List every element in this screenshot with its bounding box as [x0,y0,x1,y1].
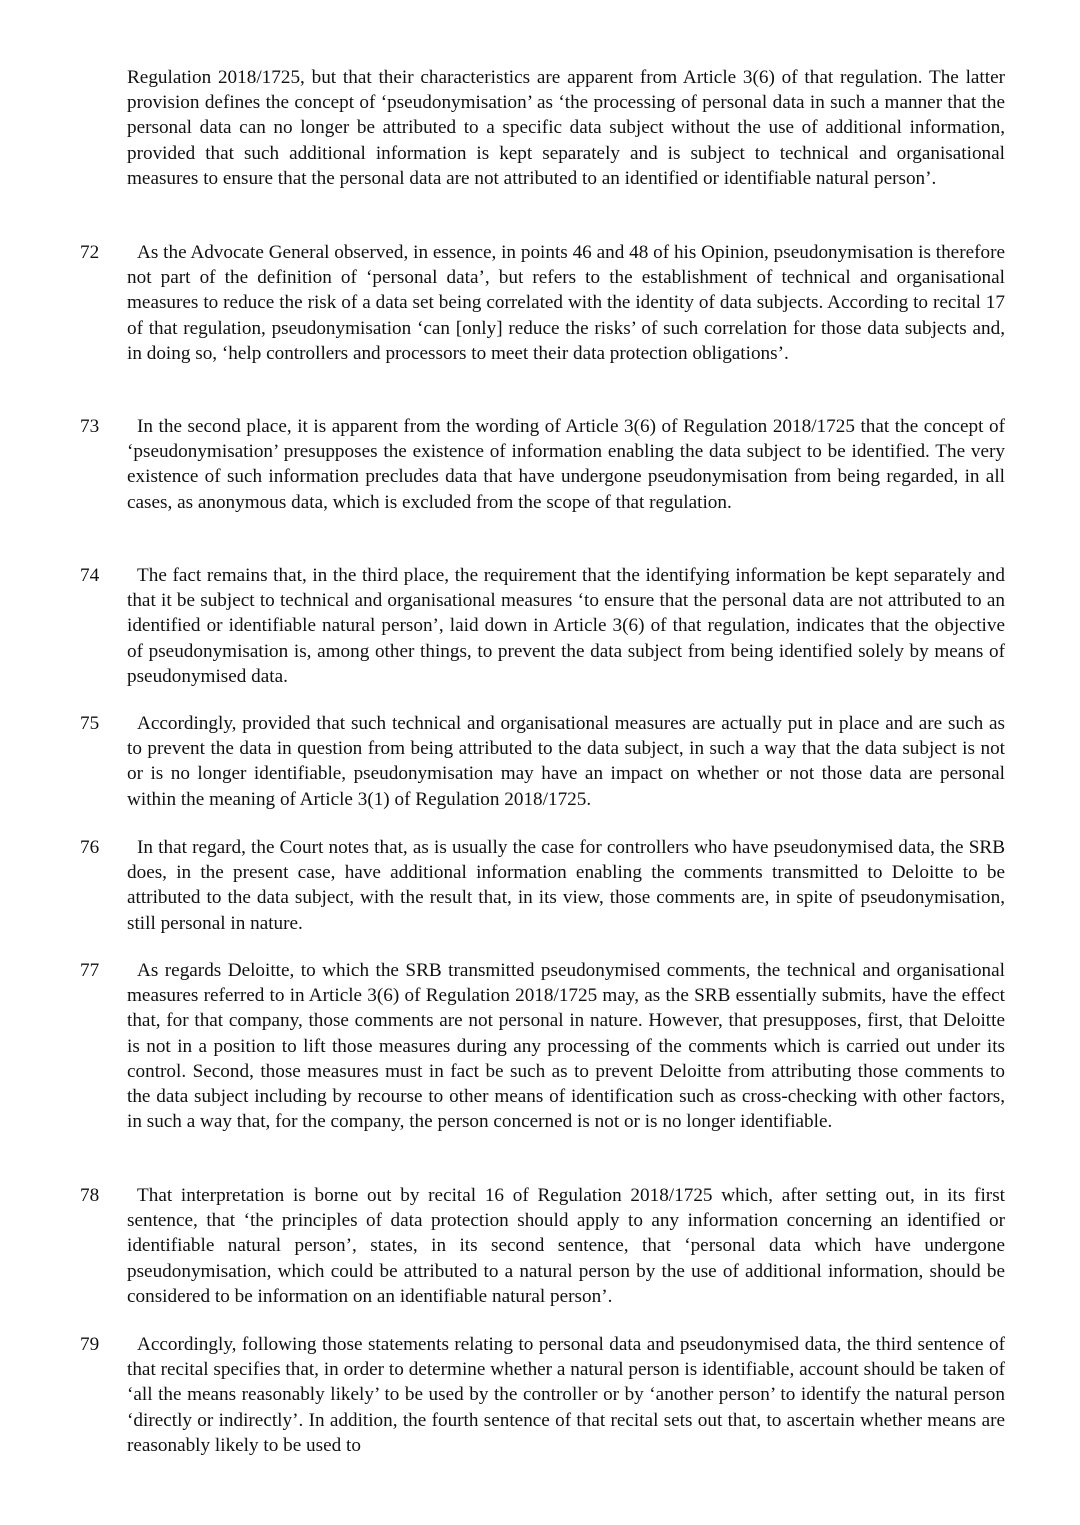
paragraph-number: 72 [80,242,100,263]
paragraph-number: 78 [80,1185,100,1206]
paragraph-text: Accordingly, following those statements relating to personal data and pseudonymised data, the third sentence of that recital specifies that, in order to determine whether a natural person is identifiable, account should be taken of ‘all the means reasonably likely’ to be used by the controller or by ‘another person’ to identify the natural person ‘directly or indirectly’. In addition, the fourth sentence of that recital sets out that, to ascertain whether means are reasonably likely to be used to [127,1334,1005,1456]
paragraph-number: 73 [80,416,100,437]
intro-paragraph: Regulation 2018/1725, but that their characteristics are apparent from Article 3(6) of that regulation. The latter provision defines the concept of ‘pseudonymisation’ as ‘the processing of personal data in such a manner that the personal data can no longer be attributed to a specific data subject without the use of additional information, provided that such additional information is kept separately and is subject to technical and organisational measures to ensure that the personal data are not attributed to an identified or identifiable natural person’. [127,67,1005,189]
paragraph-number: 77 [80,960,100,981]
paragraph-text: As regards Deloitte, to which the SRB transmitted pseudonymised comments, the technical and organisational measures referred to in Article 3(6) of Regulation 2018/1725 may, as the SRB essentially submits, have the effect that, for that company, those comments are not personal in nature. However, that presupposes, first, that Deloitte is not in a position to lift those measures during any processing of the comments which is carried out under its control. Second, those measures must in fact be such as to prevent Deloitte from attributing those comments to the data subject including by recourse to other means of identification such as cross-checking with other factors, in such a way that, for the company, the person concerned is not or is no longer identifiable. [127,960,1005,1133]
paragraph-text: That interpretation is borne out by recital 16 of Regulation 2018/1725 which, after setting out, in its first sentence, that ‘the principles of data protection should apply to any information concerning an identified or identifiable natural person’, states, in its second sentence, that ‘personal data which have undergone pseudonymisation, which could be attributed to a natural person by the use of additional information, should be considered to be information on an identifiable natural person’. [127,1185,1005,1307]
paragraph-text: The fact remains that, in the third place, the requirement that the identifying information be kept separately and that it be subject to technical and organisational measures ‘to ensure that the personal data are not attributed to an identified or identifiable natural person’, laid down in Article 3(6) of that regulation, indicates that the objective of pseudonymisation is, among other things, to prevent the data subject from being identified solely by means of pseudonymised data. [127,565,1005,687]
paragraph-text: Accordingly, provided that such technical and organisational measures are actually put in place and are such as to prevent the data in question from being attributed to the data subject, in such a way that the data subject is not or is no longer identifiable, pseudonymisation may have an impact on whether or not those data are personal within the meaning of Article 3(1) of Regulation 2018/1725. [127,713,1005,810]
paragraph-number: 76 [80,837,100,858]
paragraph-number: 74 [80,565,100,586]
paragraph-text: In the second place, it is apparent from the wording of Article 3(6) of Regulation 2018/1725 that the concept of ‘pseudonymisation’ presupposes the existence of information enabling the data subject to be identified. The very existence of such information precludes data that have undergone pseudonymisation from being regarded, in all cases, as anonymous data, which is excluded from the scope of that regulation. [127,416,1005,513]
paragraph-number: 79 [80,1334,100,1355]
paragraph-text: As the Advocate General observed, in essence, in points 46 and 48 of his Opinion, pseudonymisation is therefore not part of the definition of ‘personal data’, but refers to the establishment of technical and organisational measures to reduce the risk of a data set being correlated with the identity of data subjects. According to recital 17 of that regulation, pseudonymisation ‘can [only] reduce the risks’ of such correlation for those data subjects and, in doing so, ‘help controllers and processors to meet their data protection obligations’. [127,242,1005,364]
paragraph-number: 75 [80,713,100,734]
paragraph-text: In that regard, the Court notes that, as is usually the case for controllers who have pseudonymised data, the SRB does, in the present case, have additional information enabling the comments transmitted to Deloitte to be attributed to the data subject, with the result that, in its view, those comments are, in spite of pseudonymisation, still personal in nature. [127,837,1005,934]
